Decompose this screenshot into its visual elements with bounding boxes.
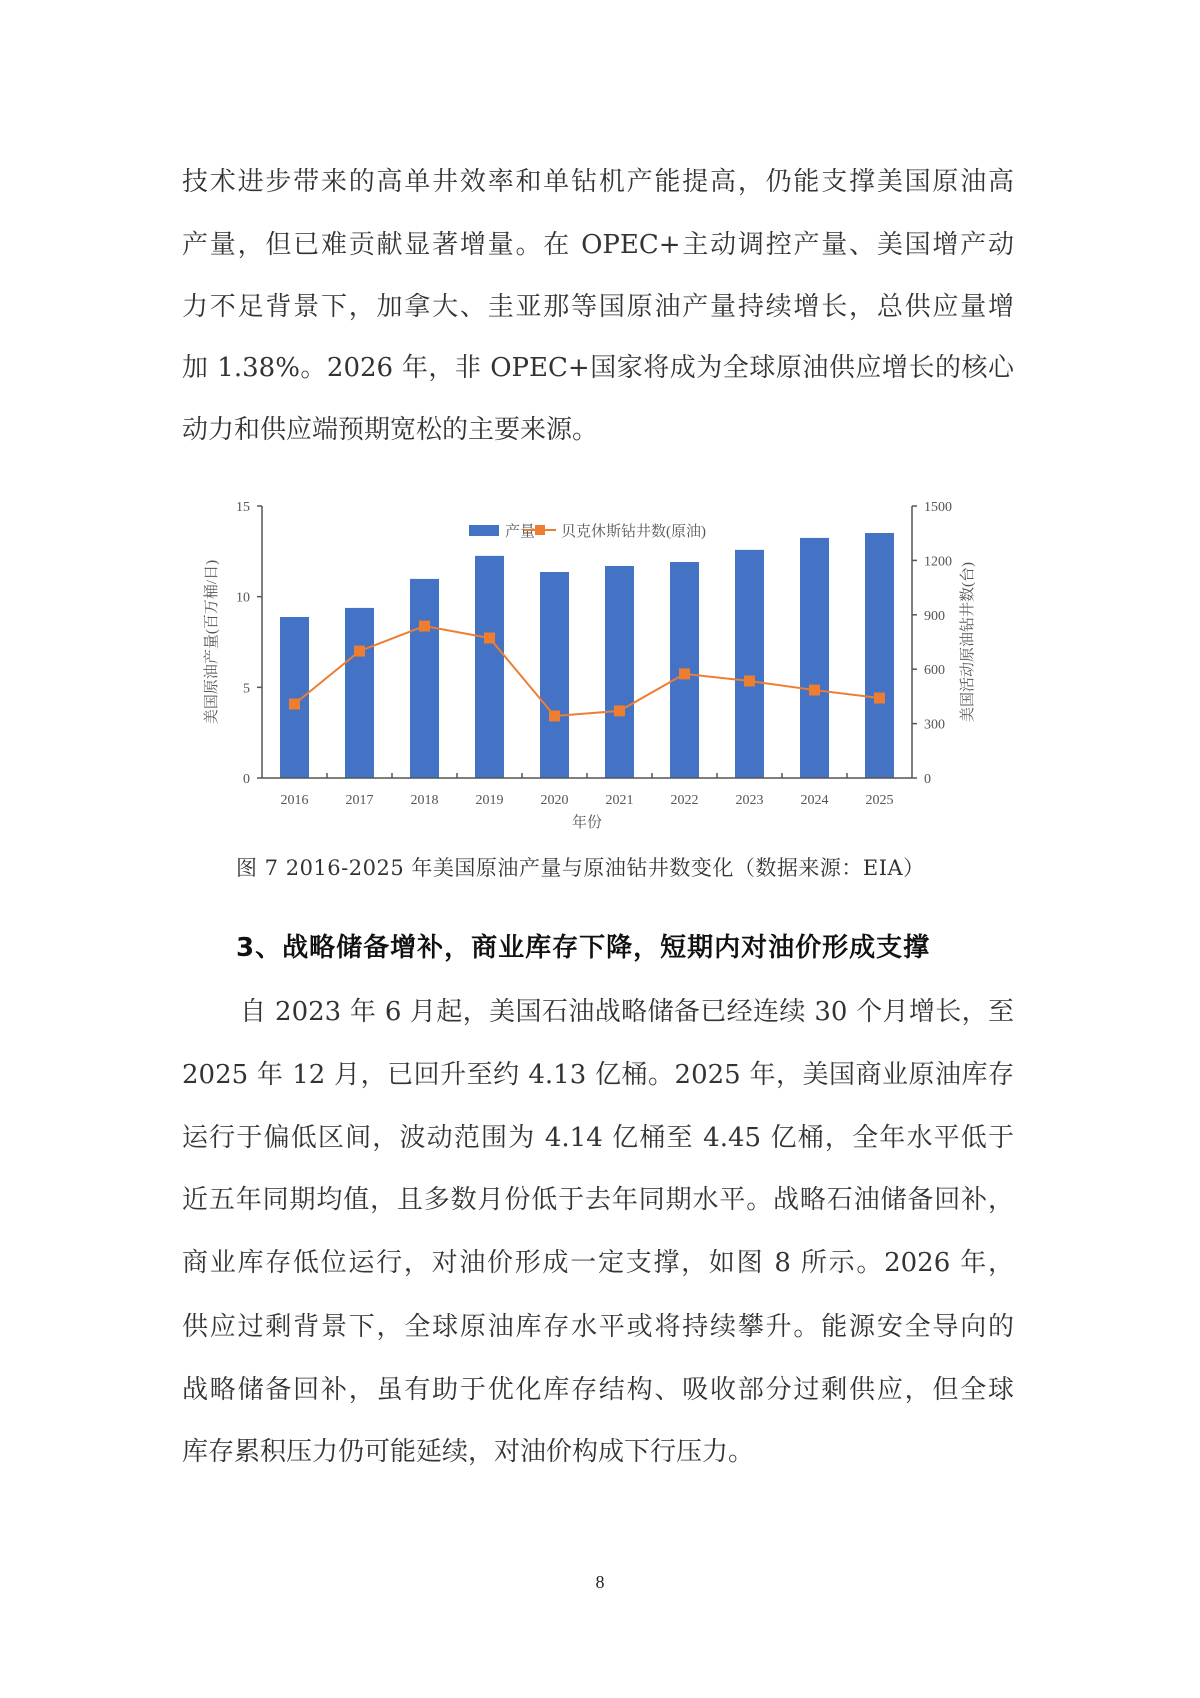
text-line: 加 1.38%。2026 年，非 OPEC+国家将成为全球原油供应增长的核心 (182, 353, 1014, 383)
x-tick-label: 2019 (475, 793, 504, 808)
axes (262, 506, 912, 778)
figure-caption: 图 7 2016-2025 年美国原油产量与原油钻井数变化（数据来源：EIA） (236, 856, 925, 880)
bar-2019 (475, 556, 504, 778)
text-line: 商业库存低位运行，对油价形成一定支撑，如图 8 所示。2026 年， (182, 1248, 1014, 1278)
page-number: 8 (595, 1572, 605, 1592)
right-tick-label: 300 (924, 717, 945, 733)
legend-bar-swatch-icon (469, 525, 499, 536)
text-line: 产量，但已难贡献显著增量。在 OPEC+主动调控产量、美国增产动 (182, 230, 1014, 260)
x-tick-label: 2022 (670, 793, 699, 808)
x-tick-label: 2020 (540, 793, 569, 808)
x-tick-label: 2021 (605, 793, 634, 808)
rig-marker-2020 (549, 710, 560, 721)
x-tick-label: 2025 (865, 793, 894, 808)
text-line: 技术进步带来的高单井效率和单钻机产能提高，仍能支撑美国原油高 (182, 167, 1014, 197)
right-axis-title: 美国活动原油钻井数(台) (960, 562, 976, 722)
legend (469, 522, 706, 540)
x-tick-label: 2018 (410, 793, 439, 808)
legend-marker-icon (535, 525, 545, 535)
rig-marker-2022 (679, 668, 690, 679)
text-line: 战略储备回补，虽有助于优化库存结构、吸收部分过剩供应，但全球 (182, 1375, 1014, 1405)
x-tick-label: 2024 (800, 793, 829, 808)
text-line: 力不足背景下，加拿大、圭亚那等国原油产量持续增长，总供应量增 (182, 292, 1014, 322)
left-axis-ticks (236, 500, 262, 787)
text-line: 动力和供应端预期宽松的主要来源。 (182, 415, 599, 445)
rig-marker-2019 (484, 633, 495, 644)
right-tick-label: 600 (924, 663, 945, 679)
rig-marker-2018 (419, 621, 430, 632)
rig-marker-2024 (809, 685, 820, 696)
right-tick-label: 0 (924, 772, 931, 787)
text-line: 2025 年 12 月，已回升至约 4.13 亿桶。2025 年，美国商业原油库存 (182, 1060, 1014, 1090)
rig-marker-2021 (614, 705, 625, 716)
x-axis-title: 年份 (571, 815, 603, 831)
left-tick-label: 15 (236, 500, 250, 515)
bar-2018 (410, 579, 439, 778)
production-bars (280, 533, 894, 778)
rig-marker-2016 (289, 699, 300, 710)
bar-2024 (800, 538, 829, 778)
x-tick-label: 2016 (280, 793, 309, 808)
text-line: 近五年同期均值，且多数月份低于去年同期水平。战略石油储备回补， (182, 1185, 1014, 1215)
right-tick-label: 900 (924, 608, 945, 624)
bar-2017 (345, 608, 374, 778)
right-tick-label: 1200 (924, 554, 952, 570)
rig-marker-2025 (874, 693, 885, 704)
text-line: 运行于偏低区间，波动范围为 4.14 亿桶至 4.45 亿桶，全年水平低于 (182, 1123, 1014, 1153)
legend-label-rig-count: 贝克休斯钻井数(原油) (561, 524, 706, 540)
rig-marker-2023 (744, 675, 755, 686)
rig-count-line (289, 621, 885, 722)
x-tick-label: 2023 (735, 793, 764, 808)
text-line: 库存累积压力仍可能延续，对油价构成下行压力。 (182, 1437, 755, 1467)
left-tick-label: 5 (243, 681, 250, 697)
section-heading: 3、战略储备增补，商业库存下降，短期内对油价形成支撑 (236, 933, 931, 963)
left-axis-title: 美国原油产量(百万桶/日) (204, 559, 220, 725)
bar-2020 (540, 572, 569, 778)
right-axis-ticks (912, 500, 952, 787)
text-line: 供应过剩背景下，全球原油库存水平或将持续攀升。能源安全导向的 (182, 1312, 1014, 1342)
text-line: 自 2023 年 6 月起，美国石油战略储备已经连续 30 个月增长，至 (240, 997, 1014, 1027)
bar-2025 (865, 533, 894, 778)
bar-2022 (670, 562, 699, 778)
rig-marker-2017 (354, 646, 365, 657)
x-axis-ticks (281, 773, 894, 808)
x-tick-label: 2017 (345, 793, 374, 808)
legend-label-production: 产量 (505, 524, 536, 540)
left-tick-label: 10 (236, 590, 250, 606)
bar-2023 (735, 550, 764, 778)
bar-2016 (280, 617, 309, 778)
left-tick-label: 0 (243, 772, 250, 787)
bar-2021 (605, 566, 634, 778)
right-tick-label: 1500 (924, 500, 952, 515)
